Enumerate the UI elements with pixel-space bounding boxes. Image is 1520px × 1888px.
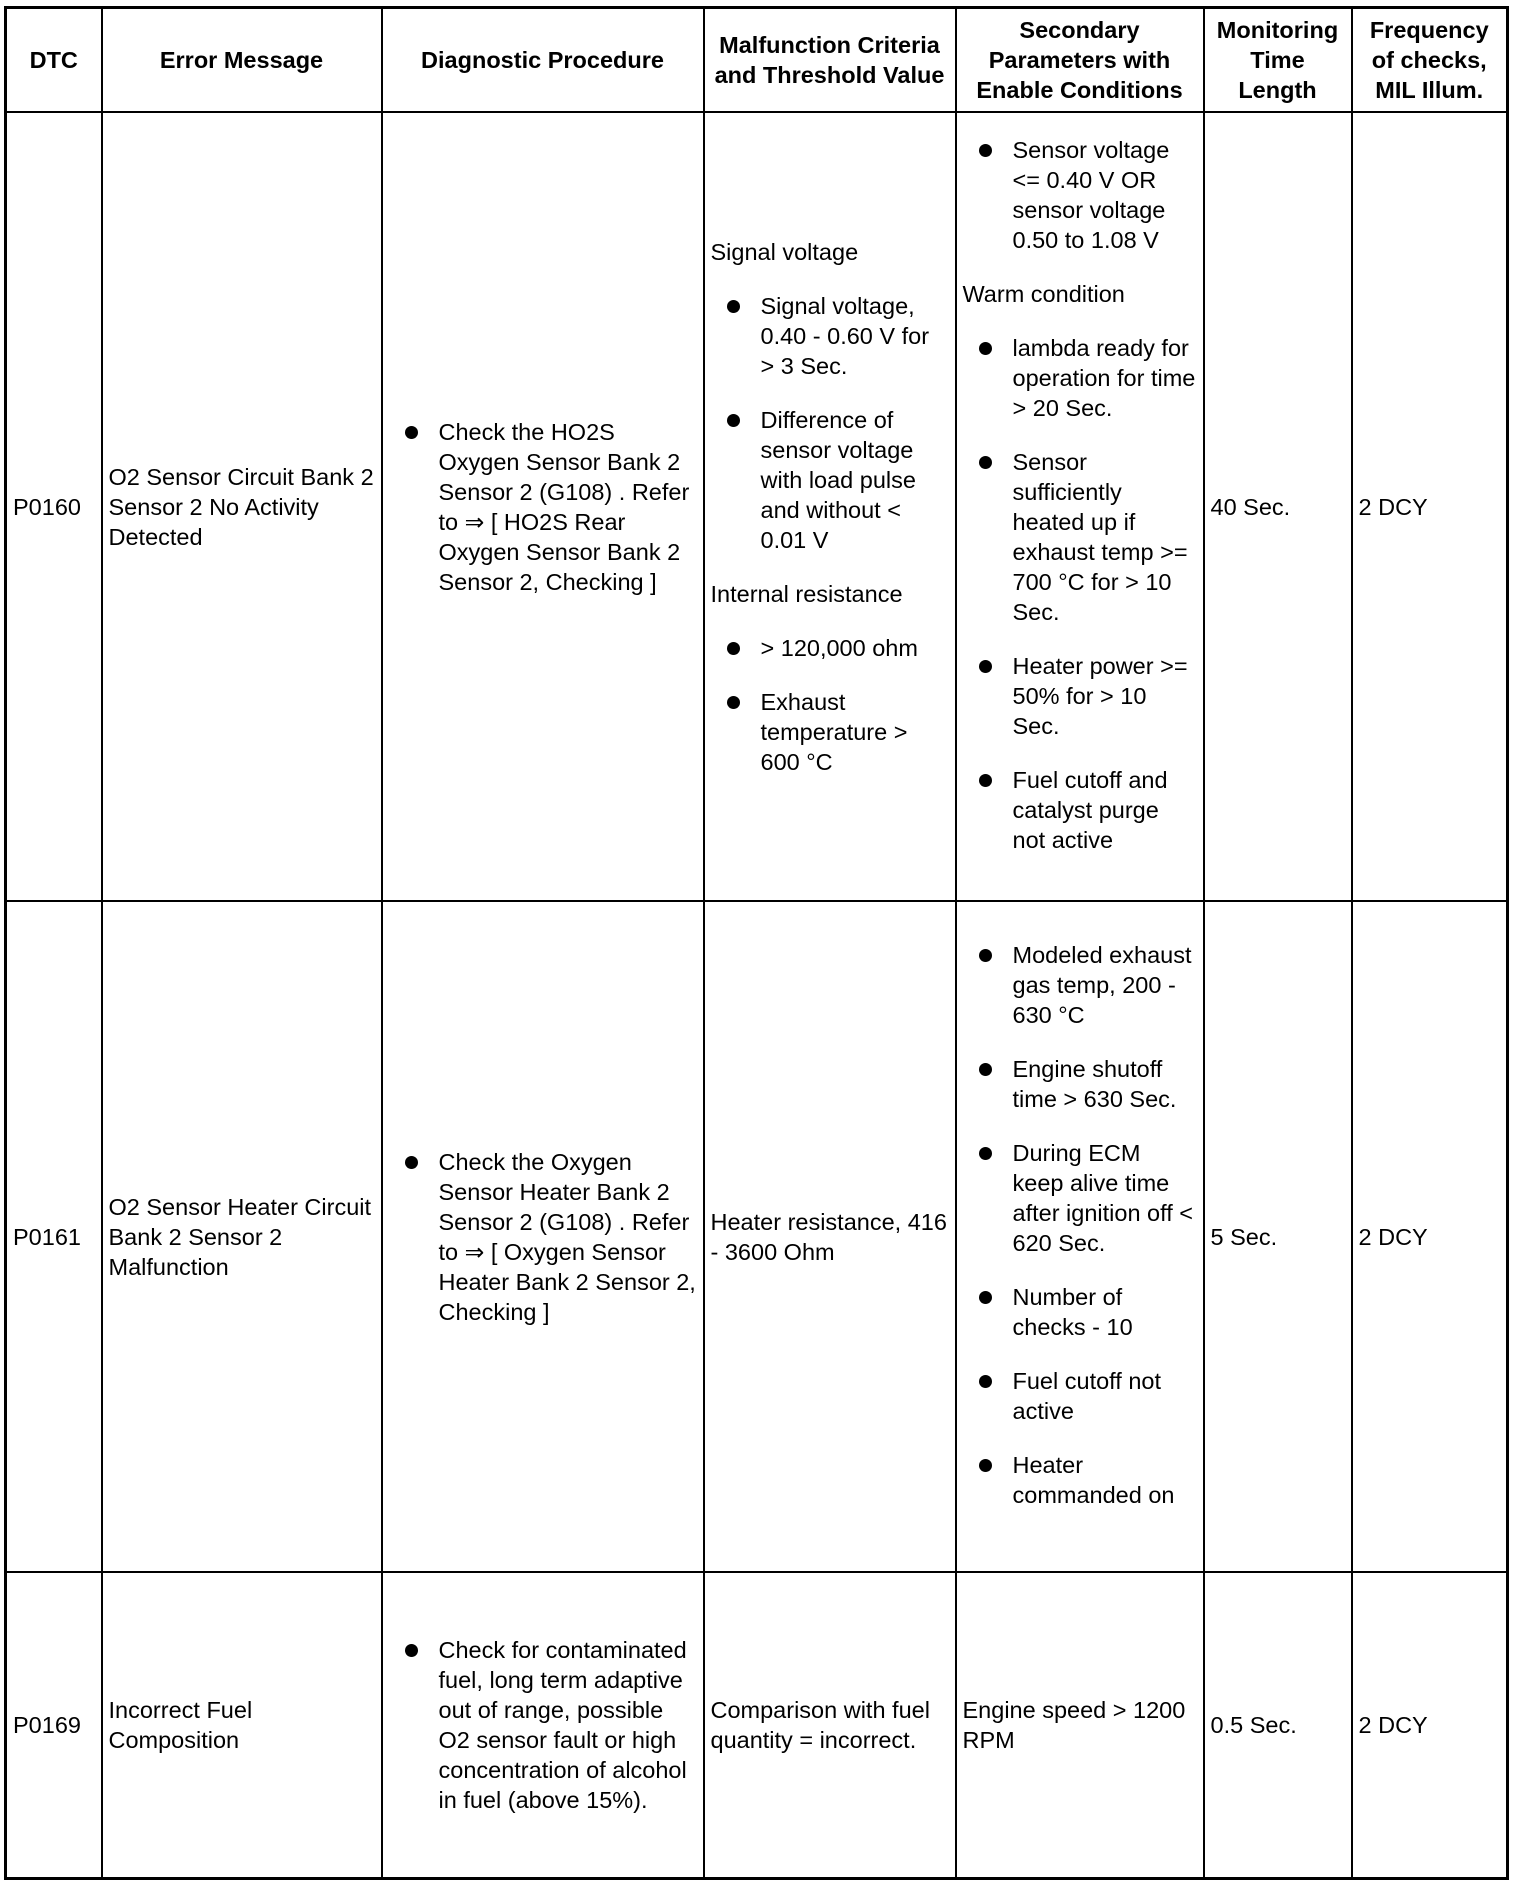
bullet-icon	[979, 144, 992, 157]
diagnostic-procedure	[382, 1572, 704, 1878]
list-item: Check the Oxygen Sensor Heater Bank 2 Sensor 2 (G108) . Refer to ⇒ [ Oxygen Sensor Heater Bank 2 Sensor 2, Checking ]	[389, 1147, 697, 1327]
bullet-icon	[979, 1375, 992, 1388]
bullet-icon	[979, 342, 992, 355]
diagnostic-procedure	[382, 901, 704, 1572]
malfunction-criteria: Comparison with fuel quantity = incorrect.	[704, 1572, 956, 1878]
header-diagnostic-procedure: Diagnostic Procedure	[382, 8, 704, 113]
bullet-icon	[405, 426, 418, 439]
criteria-heading: Internal resistance	[710, 580, 903, 607]
monitoring-time: 5 Sec.	[1204, 901, 1352, 1572]
list-item: Signal voltage, 0.40 - 0.60 V for > 3 Sec.	[711, 291, 949, 381]
list-item: Check the HO2S Oxygen Sensor Bank 2 Sensor 2 (G108) . Refer to ⇒ [ HO2S Rear Oxygen Sensor Bank 2 Sensor 2, Checking ]	[389, 417, 697, 597]
bullet-icon	[979, 774, 992, 787]
header-frequency: Frequency of checks, MIL Illum.	[1352, 8, 1508, 113]
bullet-icon	[979, 660, 992, 673]
secondary-parameters	[956, 901, 1204, 1572]
header-error-message: Error Message	[102, 8, 382, 113]
header-monitoring-time: Monitoring Time Length	[1204, 8, 1352, 113]
list-item: Sensor sufficiently heated up if exhaust temp >= 700 °C for > 10 Sec.	[963, 447, 1197, 627]
header-row	[6, 8, 1508, 113]
header-dtc: DTC	[6, 8, 102, 113]
diagnostic-procedure	[382, 112, 704, 901]
secondary-parameters: Engine speed > 1200 RPM	[956, 1572, 1204, 1878]
list-item: During ECM keep alive time after ignition off < 620 Sec.	[963, 1138, 1197, 1258]
monitoring-time: 40 Sec.	[1204, 112, 1352, 901]
list-item: lambda ready for operation for time > 20 Sec.	[963, 333, 1197, 423]
monitoring-time: 0.5 Sec.	[1204, 1572, 1352, 1878]
list-item: > 120,000 ohm	[711, 633, 949, 663]
header-malfunction-criteria: Malfunction Criteria and Threshold Value	[704, 8, 956, 113]
error-message: O2 Sensor Circuit Bank 2 Sensor 2 No Activity Detected	[102, 112, 382, 901]
list-item: Fuel cutoff and catalyst purge not active	[963, 765, 1197, 855]
table-row	[6, 112, 1508, 901]
bullet-icon	[727, 414, 740, 427]
list-item: Number of checks - 10	[963, 1282, 1197, 1342]
list-item: Engine shutoff time > 630 Sec.	[963, 1054, 1197, 1114]
bullet-icon	[727, 300, 740, 313]
list-item: Exhaust temperature > 600 °C	[711, 687, 949, 777]
bullet-icon	[979, 1147, 992, 1160]
bullet-icon	[727, 696, 740, 709]
list-item: Difference of sensor voltage with load pulse and without < 0.01 V	[711, 405, 949, 555]
secondary-heading: Warm condition	[962, 280, 1125, 307]
frequency: 2 DCY	[1352, 901, 1508, 1572]
bullet-icon	[979, 1291, 992, 1304]
dtc-code: P0161	[6, 901, 102, 1572]
bullet-icon	[727, 642, 740, 655]
criteria-heading: Signal voltage	[710, 238, 859, 265]
dtc-code: P0169	[6, 1572, 102, 1878]
list-item: Heater power >= 50% for > 10 Sec.	[963, 651, 1197, 741]
dtc-code: P0160	[6, 112, 102, 901]
list-item: Check for contaminated fuel, long term adaptive out of range, possible O2 sensor fault or high concentration of alcohol in fuel (above 15%).	[389, 1635, 697, 1815]
error-message: O2 Sensor Heater Circuit Bank 2 Sensor 2 Malfunction	[102, 901, 382, 1572]
list-item: Heater commanded on	[963, 1450, 1197, 1510]
bullet-icon	[979, 1063, 992, 1076]
list-item: Sensor voltage <= 0.40 V OR sensor voltage 0.50 to 1.08 V	[963, 135, 1197, 255]
dtc-table	[4, 6, 1509, 1880]
malfunction-criteria: Heater resistance, 416 - 3600 Ohm	[704, 901, 956, 1572]
list-item: Fuel cutoff not active	[963, 1366, 1197, 1426]
bullet-icon	[979, 949, 992, 962]
bullet-icon	[979, 1459, 992, 1472]
secondary-parameters	[956, 112, 1204, 901]
header-secondary-parameters: Secondary Parameters with Enable Conditions	[956, 8, 1204, 113]
error-message: Incorrect Fuel Composition	[102, 1572, 382, 1878]
list-item: Modeled exhaust gas temp, 200 - 630 °C	[963, 940, 1197, 1030]
malfunction-criteria	[704, 112, 956, 901]
bullet-icon	[405, 1644, 418, 1657]
frequency: 2 DCY	[1352, 112, 1508, 901]
bullet-icon	[405, 1156, 418, 1169]
bullet-icon	[979, 456, 992, 469]
frequency: 2 DCY	[1352, 1572, 1508, 1878]
table-row	[6, 1572, 1508, 1878]
table-row	[6, 901, 1508, 1572]
